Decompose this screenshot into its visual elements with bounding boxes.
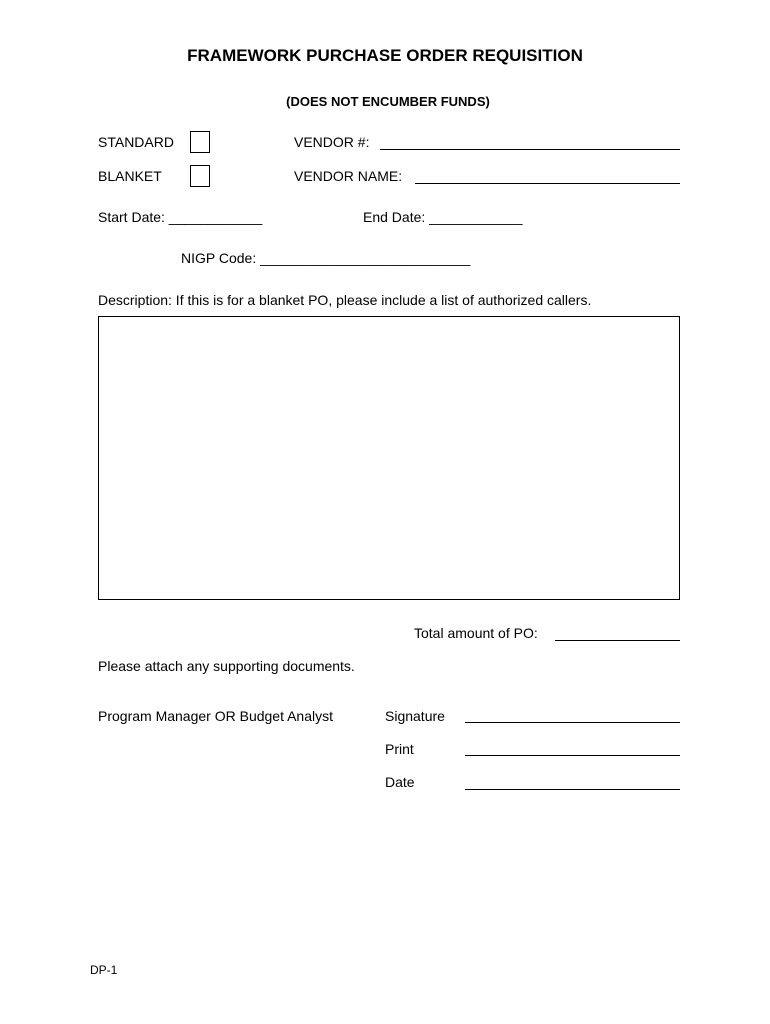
standard-checkbox[interactable] <box>190 131 210 153</box>
form-code: DP-1 <box>90 963 118 977</box>
form-title: FRAMEWORK PURCHASE ORDER REQUISITION <box>187 46 583 65</box>
attach-note: Please attach any supporting documents. <box>98 658 355 674</box>
print-label: Print <box>385 741 414 757</box>
date-label: Date <box>385 774 415 790</box>
total-amount-label: Total amount of PO: <box>414 625 538 641</box>
end-date-field[interactable]: End Date: ____________ <box>363 209 523 225</box>
date-field[interactable] <box>465 789 680 790</box>
print-field[interactable] <box>465 755 680 756</box>
blanket-label: BLANKET <box>98 168 162 184</box>
blanket-checkbox[interactable] <box>190 165 210 187</box>
vendor-name-label: VENDOR NAME: <box>294 168 403 184</box>
signature-label: Signature <box>385 708 445 724</box>
vendor-number-label: VENDOR #: <box>294 134 370 150</box>
description-box[interactable] <box>98 316 680 600</box>
standard-label: STANDARD <box>98 134 174 150</box>
nigp-code-field[interactable]: NIGP Code: ___________________________ <box>181 250 471 266</box>
form-subtitle: (DOES NOT ENCUMBER FUNDS) <box>286 94 490 109</box>
approver-label: Program Manager OR Budget Analyst <box>98 708 334 724</box>
total-amount-field[interactable] <box>555 640 680 641</box>
signature-field[interactable] <box>465 722 680 723</box>
start-date-field[interactable]: Start Date: ____________ <box>98 209 263 225</box>
vendor-name-field[interactable] <box>415 183 680 184</box>
description-label: Description: If this is for a blanket PO, please include a list of authorized callers. <box>98 292 592 308</box>
vendor-number-field[interactable] <box>380 149 680 150</box>
